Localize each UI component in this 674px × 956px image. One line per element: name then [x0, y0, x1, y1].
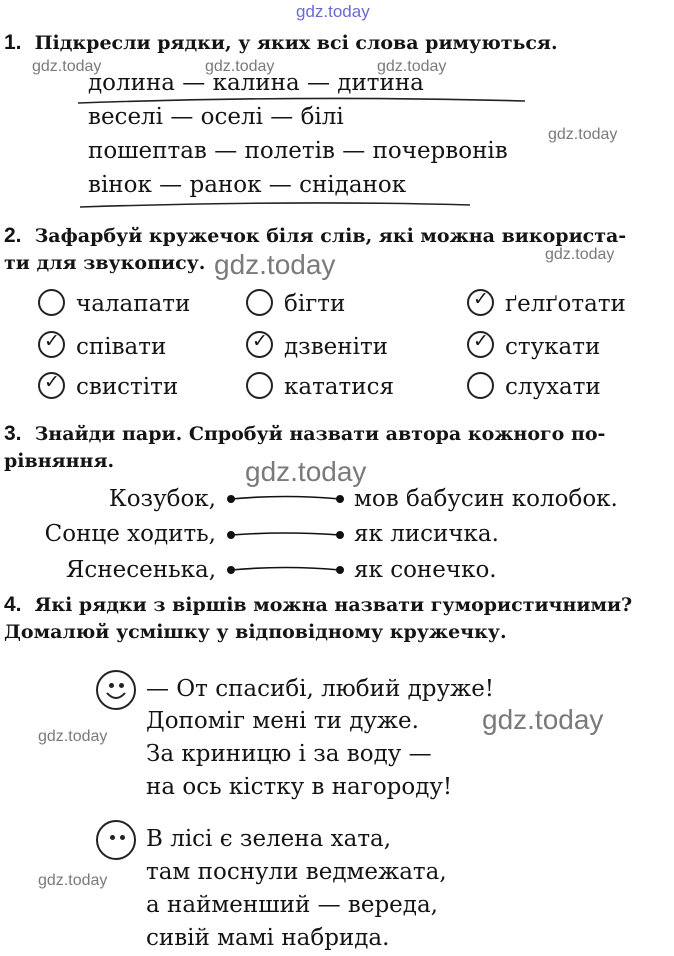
- smile-mouth: [98, 672, 138, 712]
- check-mark: ✓: [44, 371, 60, 393]
- watermark: gdz.today: [377, 58, 447, 75]
- watermark: gdz.today: [548, 126, 618, 143]
- pair-right: як сонечко.: [354, 557, 497, 583]
- poem1-line: Допоміг мені ти дуже.: [146, 708, 419, 734]
- pair-left: Яснесенька,: [65, 557, 216, 583]
- watermark: gdz.today: [482, 704, 604, 735]
- poem1-line: За криницю і за воду —: [146, 741, 432, 767]
- poem1-line: на ось кістку в нагороду!: [146, 774, 453, 800]
- option-label: кататися: [284, 374, 394, 400]
- watermark: gdz.today: [545, 246, 615, 263]
- poem2-line: сивій мамі набрида.: [146, 925, 390, 951]
- eye: [120, 835, 125, 840]
- option-label: слухати: [505, 374, 601, 400]
- watermark: gdz.today: [214, 249, 336, 280]
- poem2-line: там поснули ведмежата,: [146, 859, 447, 885]
- task4-prompt-2: Домалюй усмішку у відповідному кружечку.: [4, 621, 507, 643]
- blank-face-icon[interactable]: [96, 820, 136, 860]
- watermark: gdz.today: [296, 2, 370, 21]
- task1-number: 1.: [4, 31, 22, 54]
- watermark: gdz.today: [205, 58, 275, 75]
- task3-prompt-1: Знайди пари. Спробуй назвати автора кожного по-: [34, 423, 606, 445]
- task2-prompt-1: Зафарбуй кружечок біля слів, які можна використа-: [34, 225, 627, 247]
- check-mark: ✓: [473, 330, 489, 352]
- option-label: дзвеніти: [284, 334, 389, 360]
- option-label: бігти: [284, 291, 346, 317]
- eye: [110, 835, 115, 840]
- poem2-line: а найменший — вереда,: [146, 892, 438, 918]
- task4-prompt-1: Які рядки з віршів можна назвати гумористичними?: [34, 594, 633, 616]
- watermark: gdz.today: [38, 872, 108, 889]
- task1-line-4: вінок — ранок — сніданок: [88, 172, 407, 198]
- task4-heading-1: [4, 593, 632, 617]
- smile-face-icon[interactable]: [96, 670, 136, 710]
- task3-number: 3.: [4, 422, 22, 445]
- task2-prompt-2: ти для звукопису.: [4, 252, 206, 274]
- watermark: gdz.today: [38, 728, 108, 745]
- pair-right: як лисичка.: [354, 521, 499, 547]
- option-label: ґелґотати: [505, 291, 626, 317]
- poem2-line: В лісі є зелена хата,: [146, 826, 392, 852]
- task1-line-3: пошептав — полетів — почервонів: [88, 138, 508, 164]
- pair-left: Сонце ходить,: [44, 521, 216, 547]
- pair-left: Козубок,: [108, 486, 216, 512]
- poem1-line: — От спасибі, любий друже!: [146, 676, 495, 702]
- pair-right: мов бабусин колобок.: [354, 486, 618, 512]
- option-label: співати: [76, 334, 167, 360]
- check-mark: ✓: [252, 330, 268, 352]
- task2-number: 2.: [4, 224, 22, 247]
- task1-prompt: Підкресли рядки, у яких всі слова римуються.: [34, 32, 558, 54]
- watermark: gdz.today: [32, 58, 102, 75]
- task4-number: 4.: [4, 593, 22, 616]
- watermark: gdz.today: [245, 456, 367, 487]
- check-mark: ✓: [44, 330, 60, 352]
- task1-line-1: долина — калина — дитина: [88, 70, 424, 96]
- task3-prompt-2: рівняння.: [4, 450, 115, 472]
- option-label: чалапати: [76, 291, 191, 317]
- option-label: свистіти: [76, 374, 179, 400]
- option-label: стукати: [505, 334, 601, 360]
- check-mark: ✓: [473, 288, 489, 310]
- task1-line-2: веселі — оселі — білі: [88, 104, 344, 130]
